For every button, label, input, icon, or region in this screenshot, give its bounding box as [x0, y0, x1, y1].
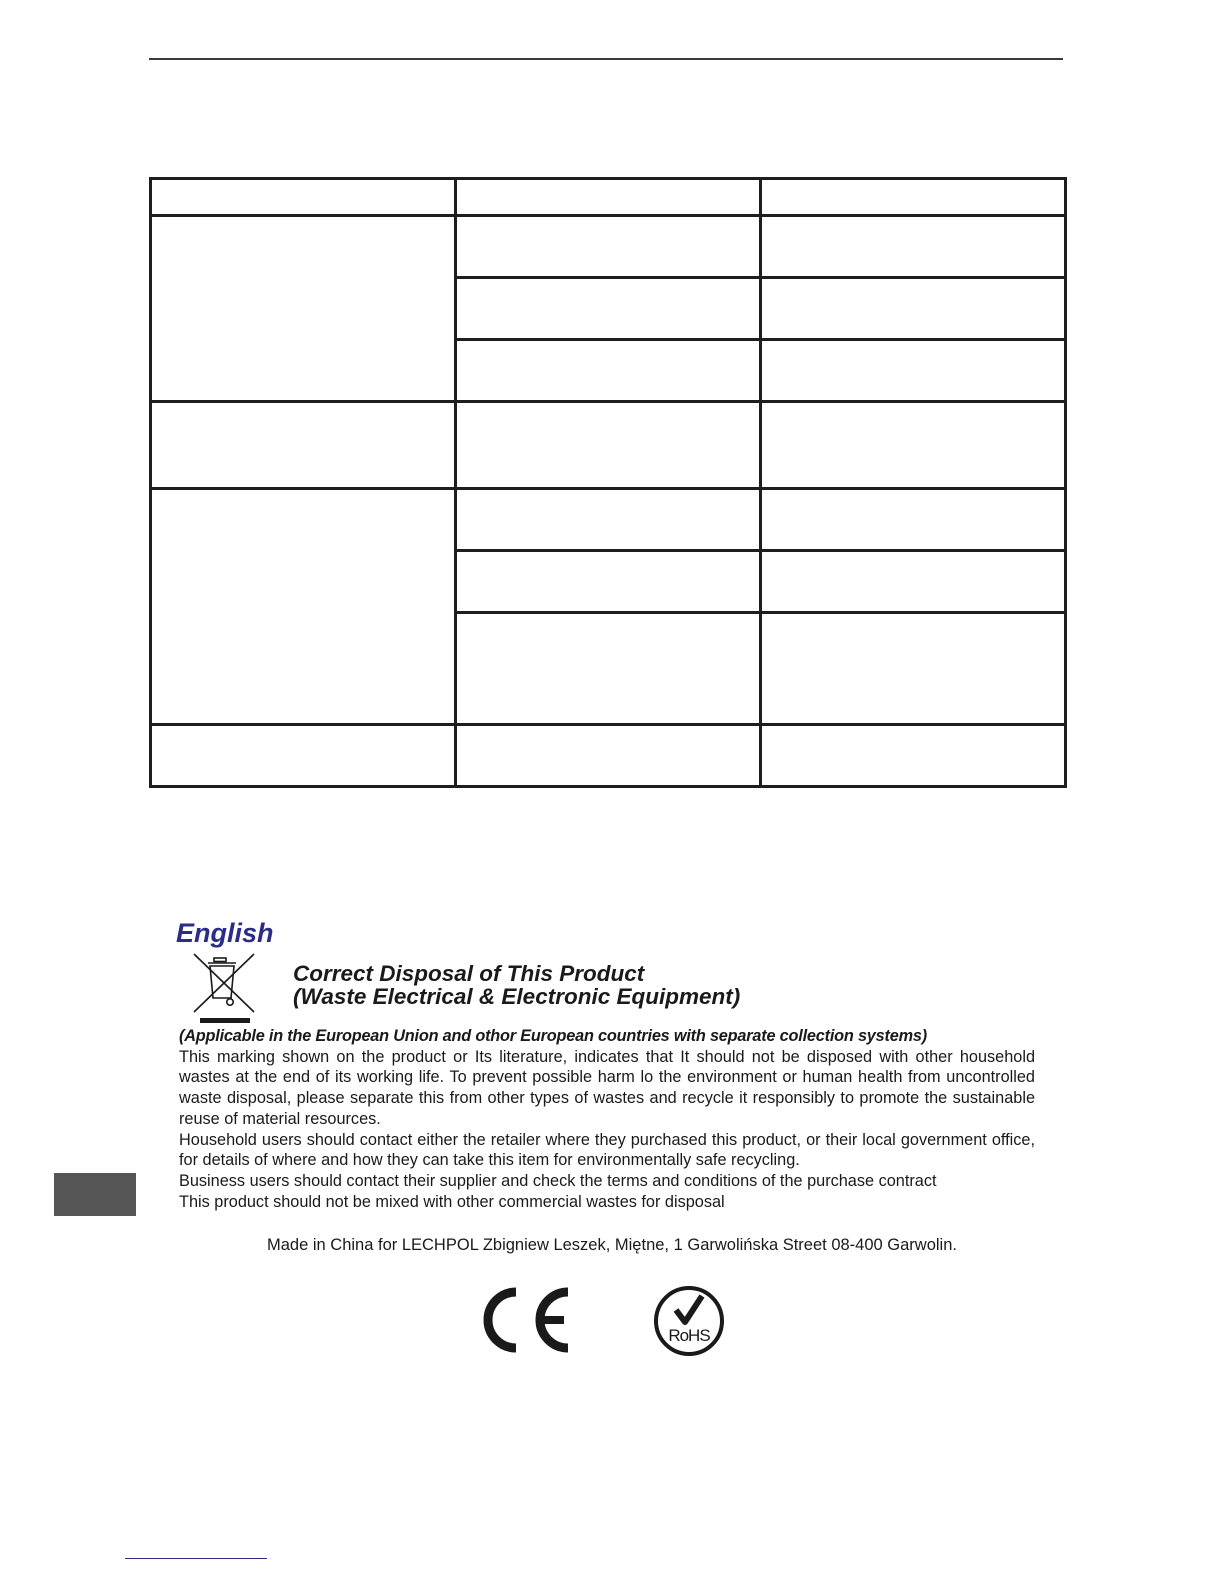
- table-cell: [456, 613, 761, 725]
- disposal-body: [179, 1026, 1035, 1212]
- header-rule: [149, 58, 1063, 60]
- table-cell: [761, 489, 1066, 551]
- table-cell: [456, 216, 761, 278]
- specification-table: [149, 177, 1067, 788]
- svg-text:RoHS: RoHS: [668, 1326, 710, 1345]
- disposal-title-line1: Correct Disposal of This Product: [293, 961, 645, 986]
- disposal-subheading: (Applicable in the European Union and othor European countries with separate collection systems): [179, 1027, 927, 1045]
- disposal-paragraph: This marking shown on the product or Its literature, indicates that It should not be disposed with other household wastes at the end of its working life. To prevent possible harm lo the environment or human health from uncontrolled waste disposal, please separate this from other types of wastes and recycle it responsibly to promote the sustainable reuse of material resources.: [179, 1047, 1035, 1128]
- table-cell: [456, 725, 761, 787]
- table-cell: [761, 278, 1066, 340]
- disposal-title: [293, 962, 740, 1008]
- table-row: [151, 216, 1066, 278]
- disposal-title-line2: (Waste Electrical & Electronic Equipment): [293, 984, 741, 1009]
- table-cell: [151, 179, 456, 216]
- page-side-tab: [54, 1173, 136, 1216]
- table-cell: [761, 216, 1066, 278]
- table-row: [151, 402, 1066, 489]
- table-cell: [456, 179, 761, 216]
- language-heading: English: [176, 918, 274, 948]
- table-row: [151, 179, 1066, 216]
- table-cell: [761, 179, 1066, 216]
- rohs-mark-icon: [652, 1284, 726, 1358]
- table-cell: [456, 551, 761, 613]
- table-row: [151, 489, 1066, 551]
- table-row: [151, 725, 1066, 787]
- table-cell: [456, 278, 761, 340]
- table-cell: [761, 613, 1066, 725]
- table-cell: [761, 402, 1066, 489]
- table-cell: [761, 551, 1066, 613]
- crossed-out-wheelie-bin-icon: [192, 952, 256, 1026]
- table-cell: [456, 340, 761, 402]
- table-cell: [456, 402, 761, 489]
- manufacturer-note: Made in China for LECHPOL Zbigniew Leszek, Miętne, 1 Garwolińska Street 08-400 Garwolin.: [267, 1236, 957, 1254]
- table-cell: [761, 340, 1066, 402]
- disposal-paragraph: Household users should contact either the retailer where they purchased this product, or their local government office, for details of where and how they can take this item for environmentally safe recycling.: [179, 1130, 1035, 1170]
- table-cell: [761, 725, 1066, 787]
- disposal-paragraph: This product should not be mixed with other commercial wastes for disposal: [179, 1192, 725, 1211]
- footer-link-underline: [125, 1558, 267, 1559]
- disposal-paragraph: Business users should contact their supplier and check the terms and conditions of the purchase contract: [179, 1171, 937, 1190]
- ce-mark-icon: [476, 1286, 572, 1354]
- table-cell: [151, 402, 456, 489]
- table-cell: [151, 725, 456, 787]
- table-cell: [151, 489, 456, 725]
- table-cell: [456, 489, 761, 551]
- table-cell: [151, 216, 456, 402]
